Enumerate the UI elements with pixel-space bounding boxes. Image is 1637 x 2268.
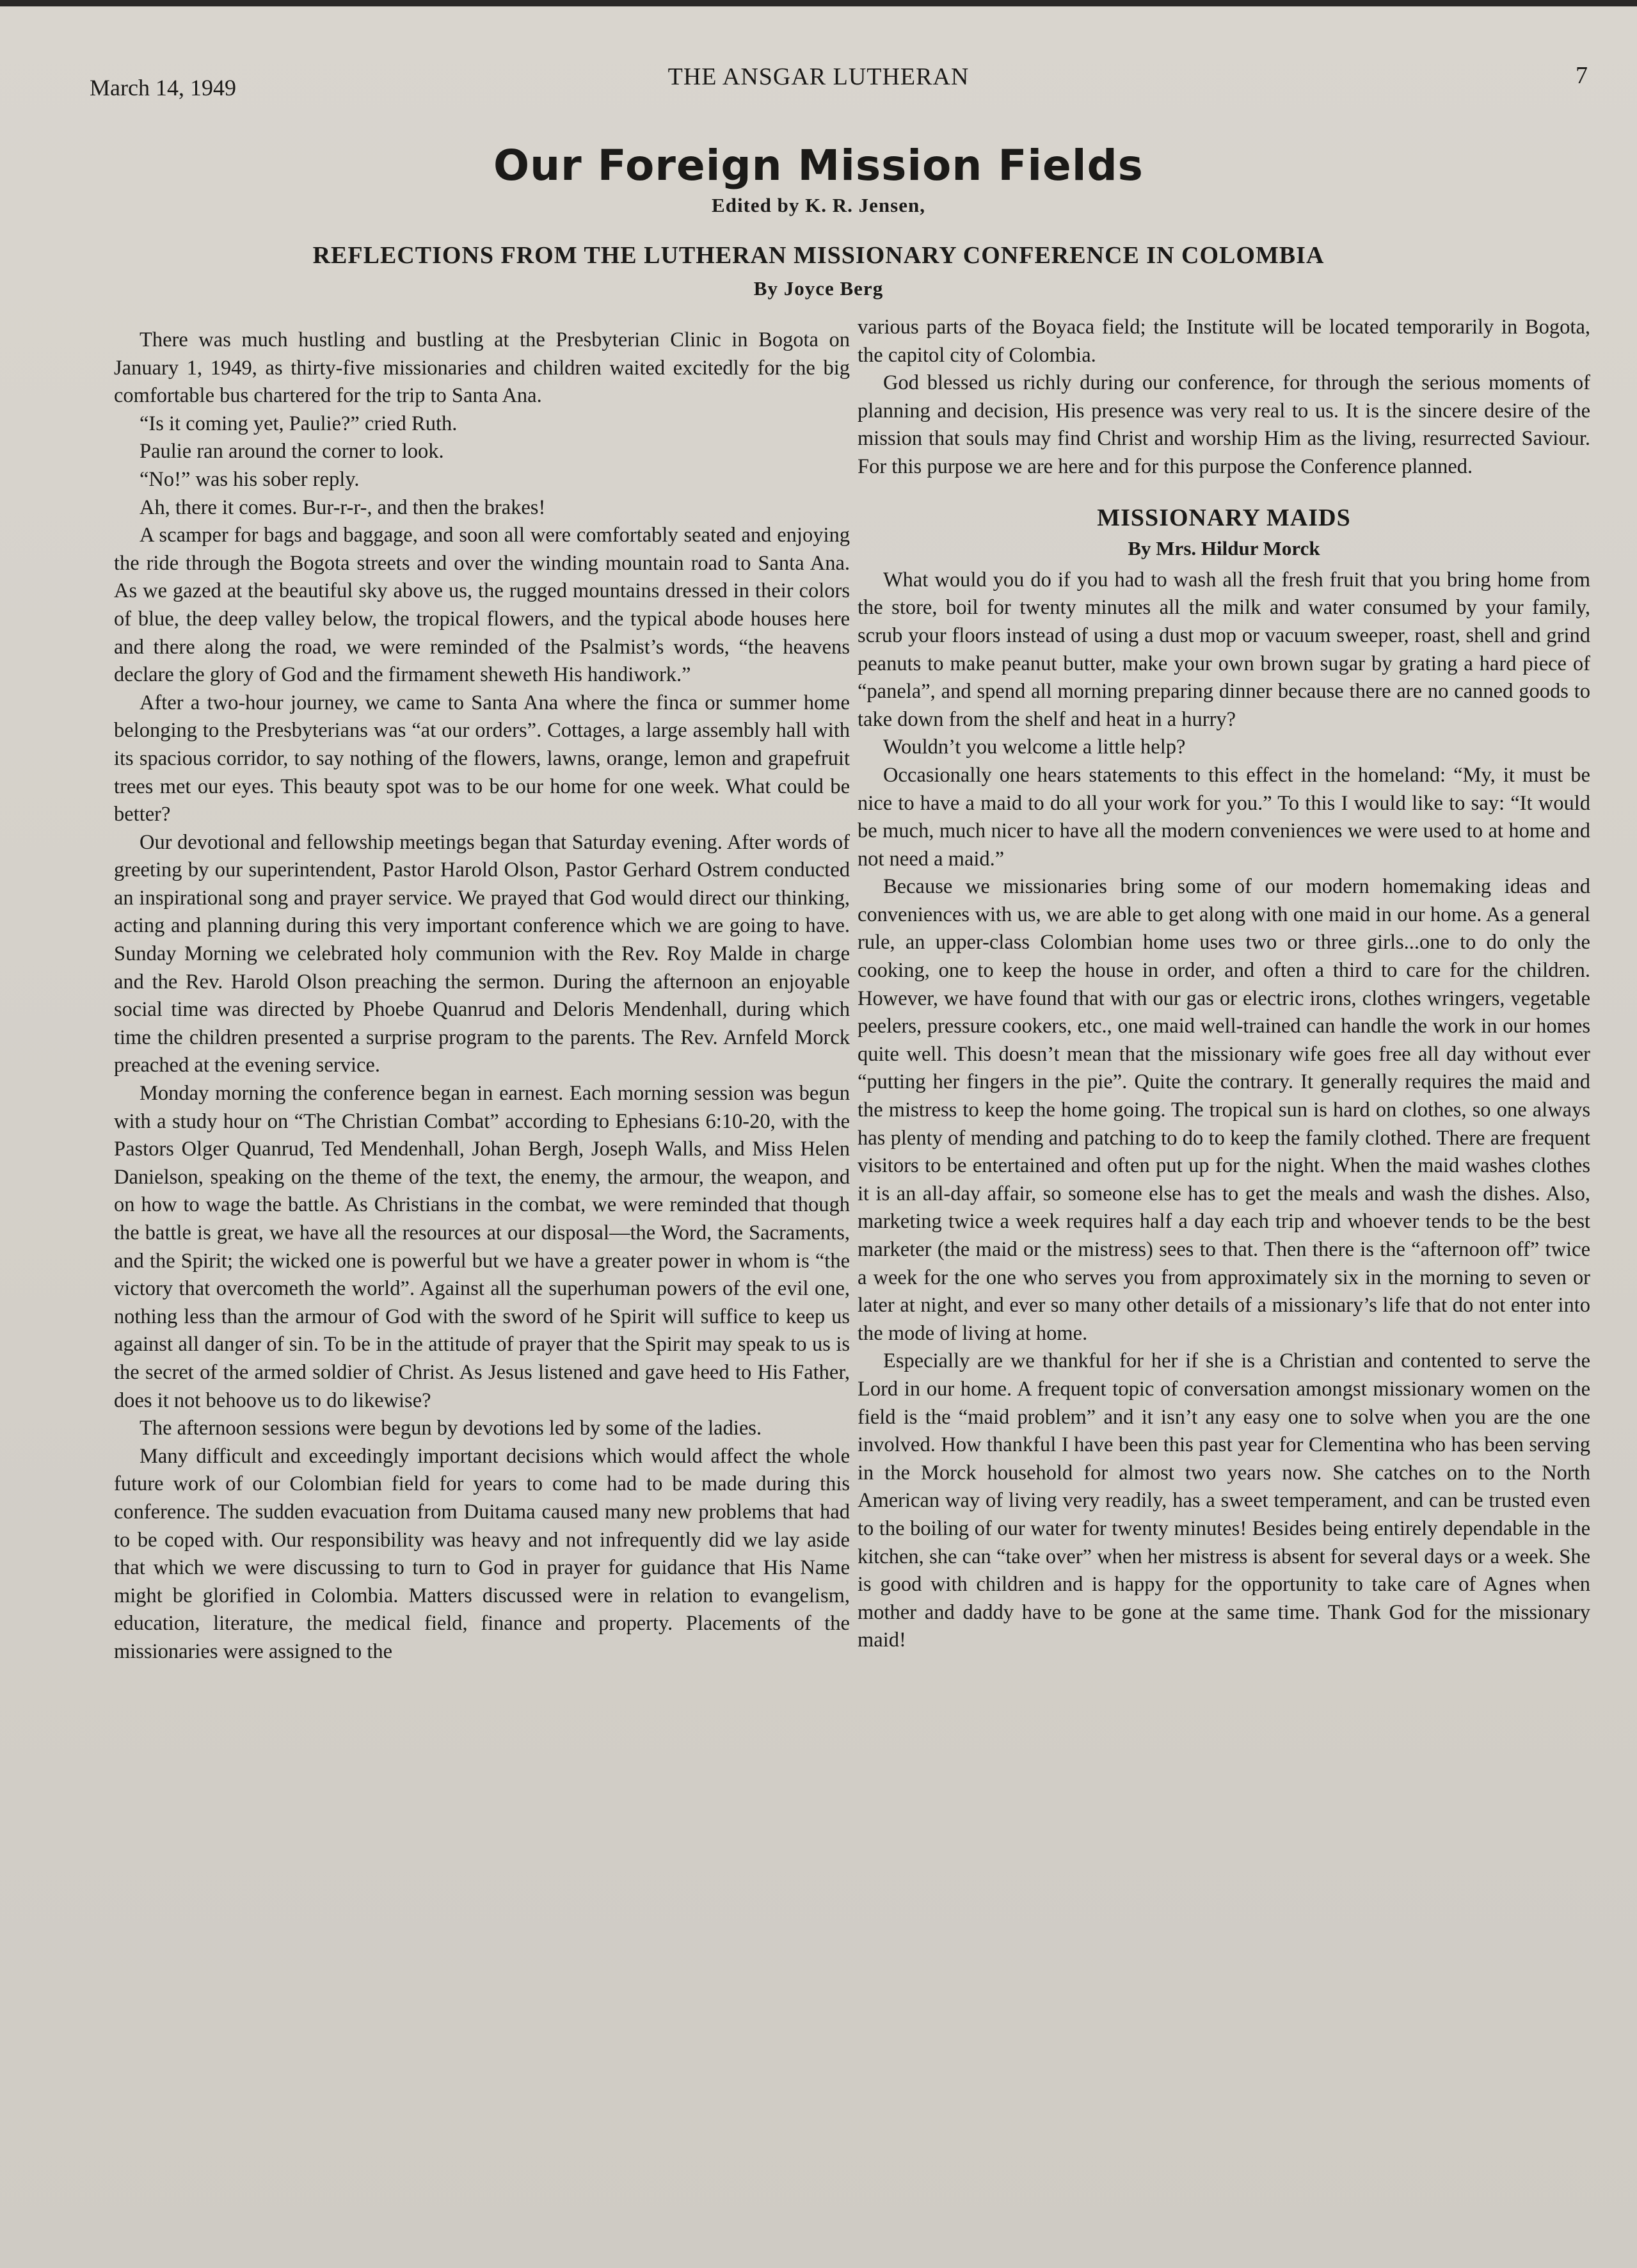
section-masthead [0,141,1637,300]
article-byline: By Joyce Berg [753,277,884,300]
paragraph: Especially are we thankful for her if she is a Christian and contented to serve the Lord in our home. A frequent topic of conversation amongst missionary women on the field is the “maid problem” and it isn’t any easy one to solve when you are the one involved. How thankful I have been this past year for Clementina who has been serving in the Morck household for almost two years now. She catches on to the North American way of living very readily, has a sweet temperament, and can be trusted even to the boiling of our water for twenty minutes! Besides being entirely dependable in the kitchen, she can “take over” when her mistress is absent for several days or a week. She is good with children and is happy for the opportunity to take care of Agnes when mother and daddy have to be gone at the same time. Thank God for the missionary maid! [858,1349,1590,1652]
section-title: Our Foreign Mission Fields [493,141,1144,190]
article-byline: By Mrs. Hildur Morck [1128,537,1320,560]
paragraph: After a two-hour journey, we came to Santa Ana where the finca or summer home belonging to the Presbyterians was “at our orders”. Cottages, a large assembly hall with its spacious corridor, to say nothing of the flowers, lawns, orange, lemon and grapefruit trees met our eyes. This beauty spot was to be our home for one week. What could be better? [114,691,850,826]
article-title: REFLECTIONS FROM THE LUTHERAN MISSIONARY CONFERENCE IN COLOMBIA [312,242,1325,269]
paragraph: What would you do if you had to wash all the fresh fruit that you bring home from the store, boil for twenty minutes all the milk and water consumed by your family, scrub your floors instead of using a dust mop or vacuum sweeper, roast, shell and grind peanuts to make peanut butter, make your own brown sugar by grating a hard piece of “panela”, and spend all morning preparing dinner because there are no canned goods to take down from the shelf and heat in a hurry? [858,568,1590,731]
paragraph: There was much hustling and bustling at the Presbyterian Clinic in Bogota on January 1, 1949, as thirty-five missionaries and children waited excitedly for the big comfortable bus chartered for the trip to Santa Ana. [114,328,850,408]
paragraph: Our devotional and fellowship meetings began that Saturday evening. After words of greeting by our superintendent, Pastor Harold Olson, Pastor Gerhard Ostrem conducted an inspirational song and prayer service. We prayed that God would direct our thinking, acting and planning during this very important conference which we are going to have. Sunday Morning we celebrated holy communion with the Rev. Roy Malde in charge and the Rev. Harold Olson preaching the sermon. During the afternoon an enjoyable social time was directed by Phoebe Quanrud and Deloris Mendenhall, during which time the children presented a surprise program to the parents. The Rev. Arnfeld Morck preached at the evening service. [114,830,850,1077]
paragraph: various parts of the Boyaca field; the Institute will be located temporarily in Bogota, the capitol city of Colombia. [858,316,1590,367]
article-title: MISSIONARY MAIDS [1097,504,1351,531]
issue-date: March 14, 1949 [90,75,236,101]
publication-name: THE ANSGAR LUTHERAN [667,63,970,90]
paragraph: Paulie ran around the corner to look. [140,440,444,463]
scan-edge [0,0,1637,6]
page-number: 7 [1576,62,1588,89]
right-column [858,314,1590,1655]
paragraph: God blessed us richly during our conference, for through the serious moments of planning and decision, His presence was very real to us. It is the sincere desire of the mission that souls may find Christ and worship Him as the living, resurrected Saviour. For this purpose we are here and for this purpose the Conference planned. [858,371,1590,478]
paragraph: “Is it coming yet, Paulie?” cried Ruth. [140,412,458,435]
paragraph: A scamper for bags and baggage, and soon all were comfortably seated and enjoying the ride through the Bogota streets and over the winding mountain road to Santa Ana. As we gazed at the beautiful sky above us, the rugged mountains dressed in their colors of blue, the deep valley below, the tropical flowers, and the typical abode houses here and there along the road, we were reminded of the Psalmist’s words, “the heavens declare the glory of God and the firmament sheweth His handiwork.” [114,524,850,687]
paragraph: “No!” was his sober reply. [140,467,360,491]
paragraph: The afternoon sessions were begun by devotions led by some of the ladies. [140,1417,762,1440]
running-header [0,61,1637,100]
paragraph: Because we missionaries bring some of our modern homemaking ideas and conveniences with us, we are able to get along with one maid in our home. As a general rule, an upper-class Colombian home uses two or three girls...one to do only the cooking, one to keep the house in order, and often a third to care for the children. However, we have found that with our gas or electric irons, clothes wringers, vegetable peelers, pressure cookers, etc., one maid well-trained can handle the work in our homes quite well. This doesn’t mean that the missionary wife goes free all day without ever “putting her fingers in the pie”. Quite the contrary. It generally requires the maid and the mistress to keep the home going. The tropical sun is hard on clothes, so one always has plenty of mending and patching to do to keep the family clothed. There are frequent visitors to be entertained and often put up for the night. When the maid washes clothes it is an all-day affair, so someone else has to get the meals and wash the dishes. Also, marketing twice a week requires half a day each trip and whoever tends to be the best marketer (the maid or the mistress) sees to that. Then there is the “afternoon off” twice a week for the one who serves you from approximately six in the morning to seven or later at night, and ever so many other details of a missionary’s life that do not enter into the mode of living at home. [858,875,1590,1345]
section-editor: Edited by K. R. Jensen, [712,194,925,216]
paragraph: Many difficult and exceedingly important decisions which would affect the whole future work of our Colombian field for years to come had to be made during this conference. The sudden evacuation from Duitama caused many new problems that had to be coped with. Our responsibility was heavy and not infrequently did we lay aside that which we were discussing to turn to God in prayer for guidance that His Name might be glorified in Colombia. Matters discussed were in relation to evangelism, education, literature, the medical field, finance and property. Placements of the missionaries were assigned to the [114,1444,850,1663]
paragraph: Wouldn’t you welcome a little help? [883,736,1186,759]
paragraph: Occasionally one hears statements to this effect in the homeland: “My, it must be nice to have a maid to do all your work for you.” To this I would like to say: “It would be much, much nicer to have all the modern conveniences we were used to at home and not need a maid.” [858,763,1590,871]
paragraph: Monday morning the conference began in earnest. Each morning session was begun with a study hour on “The Christian Combat” according to Ephesians 6:10-20, with the Pastors Olger Quanrud, Ted Mendenhall, Johan Bergh, Joseph Walls, and Miss Helen Danielson, speaking on the theme of the text, the enemy, the armour, the weapon, and on how to wage the battle. As Christians in the combat, we were reminded that though the battle is great, we have all the resources at our disposal—the Word, the Sacraments, and the Spirit; the wicked one is powerful but we have a greater power in whom is “the victory that overcometh the world”. Against all the superhuman powers of the evil one, nothing less than the armour of God with the sword of he Spirit will suffice to keep us against all danger of sin. To be in the attitude of prayer that the Spirit may speak to us is the secret of the armed soldier of Christ. As Jesus listened and gave heed to His Father, does it not behoove us to do likewise? [114,1082,850,1412]
left-column [114,326,850,1666]
paragraph: Ah, there it comes. Bur-r-r-, and then the brakes! [140,495,546,519]
